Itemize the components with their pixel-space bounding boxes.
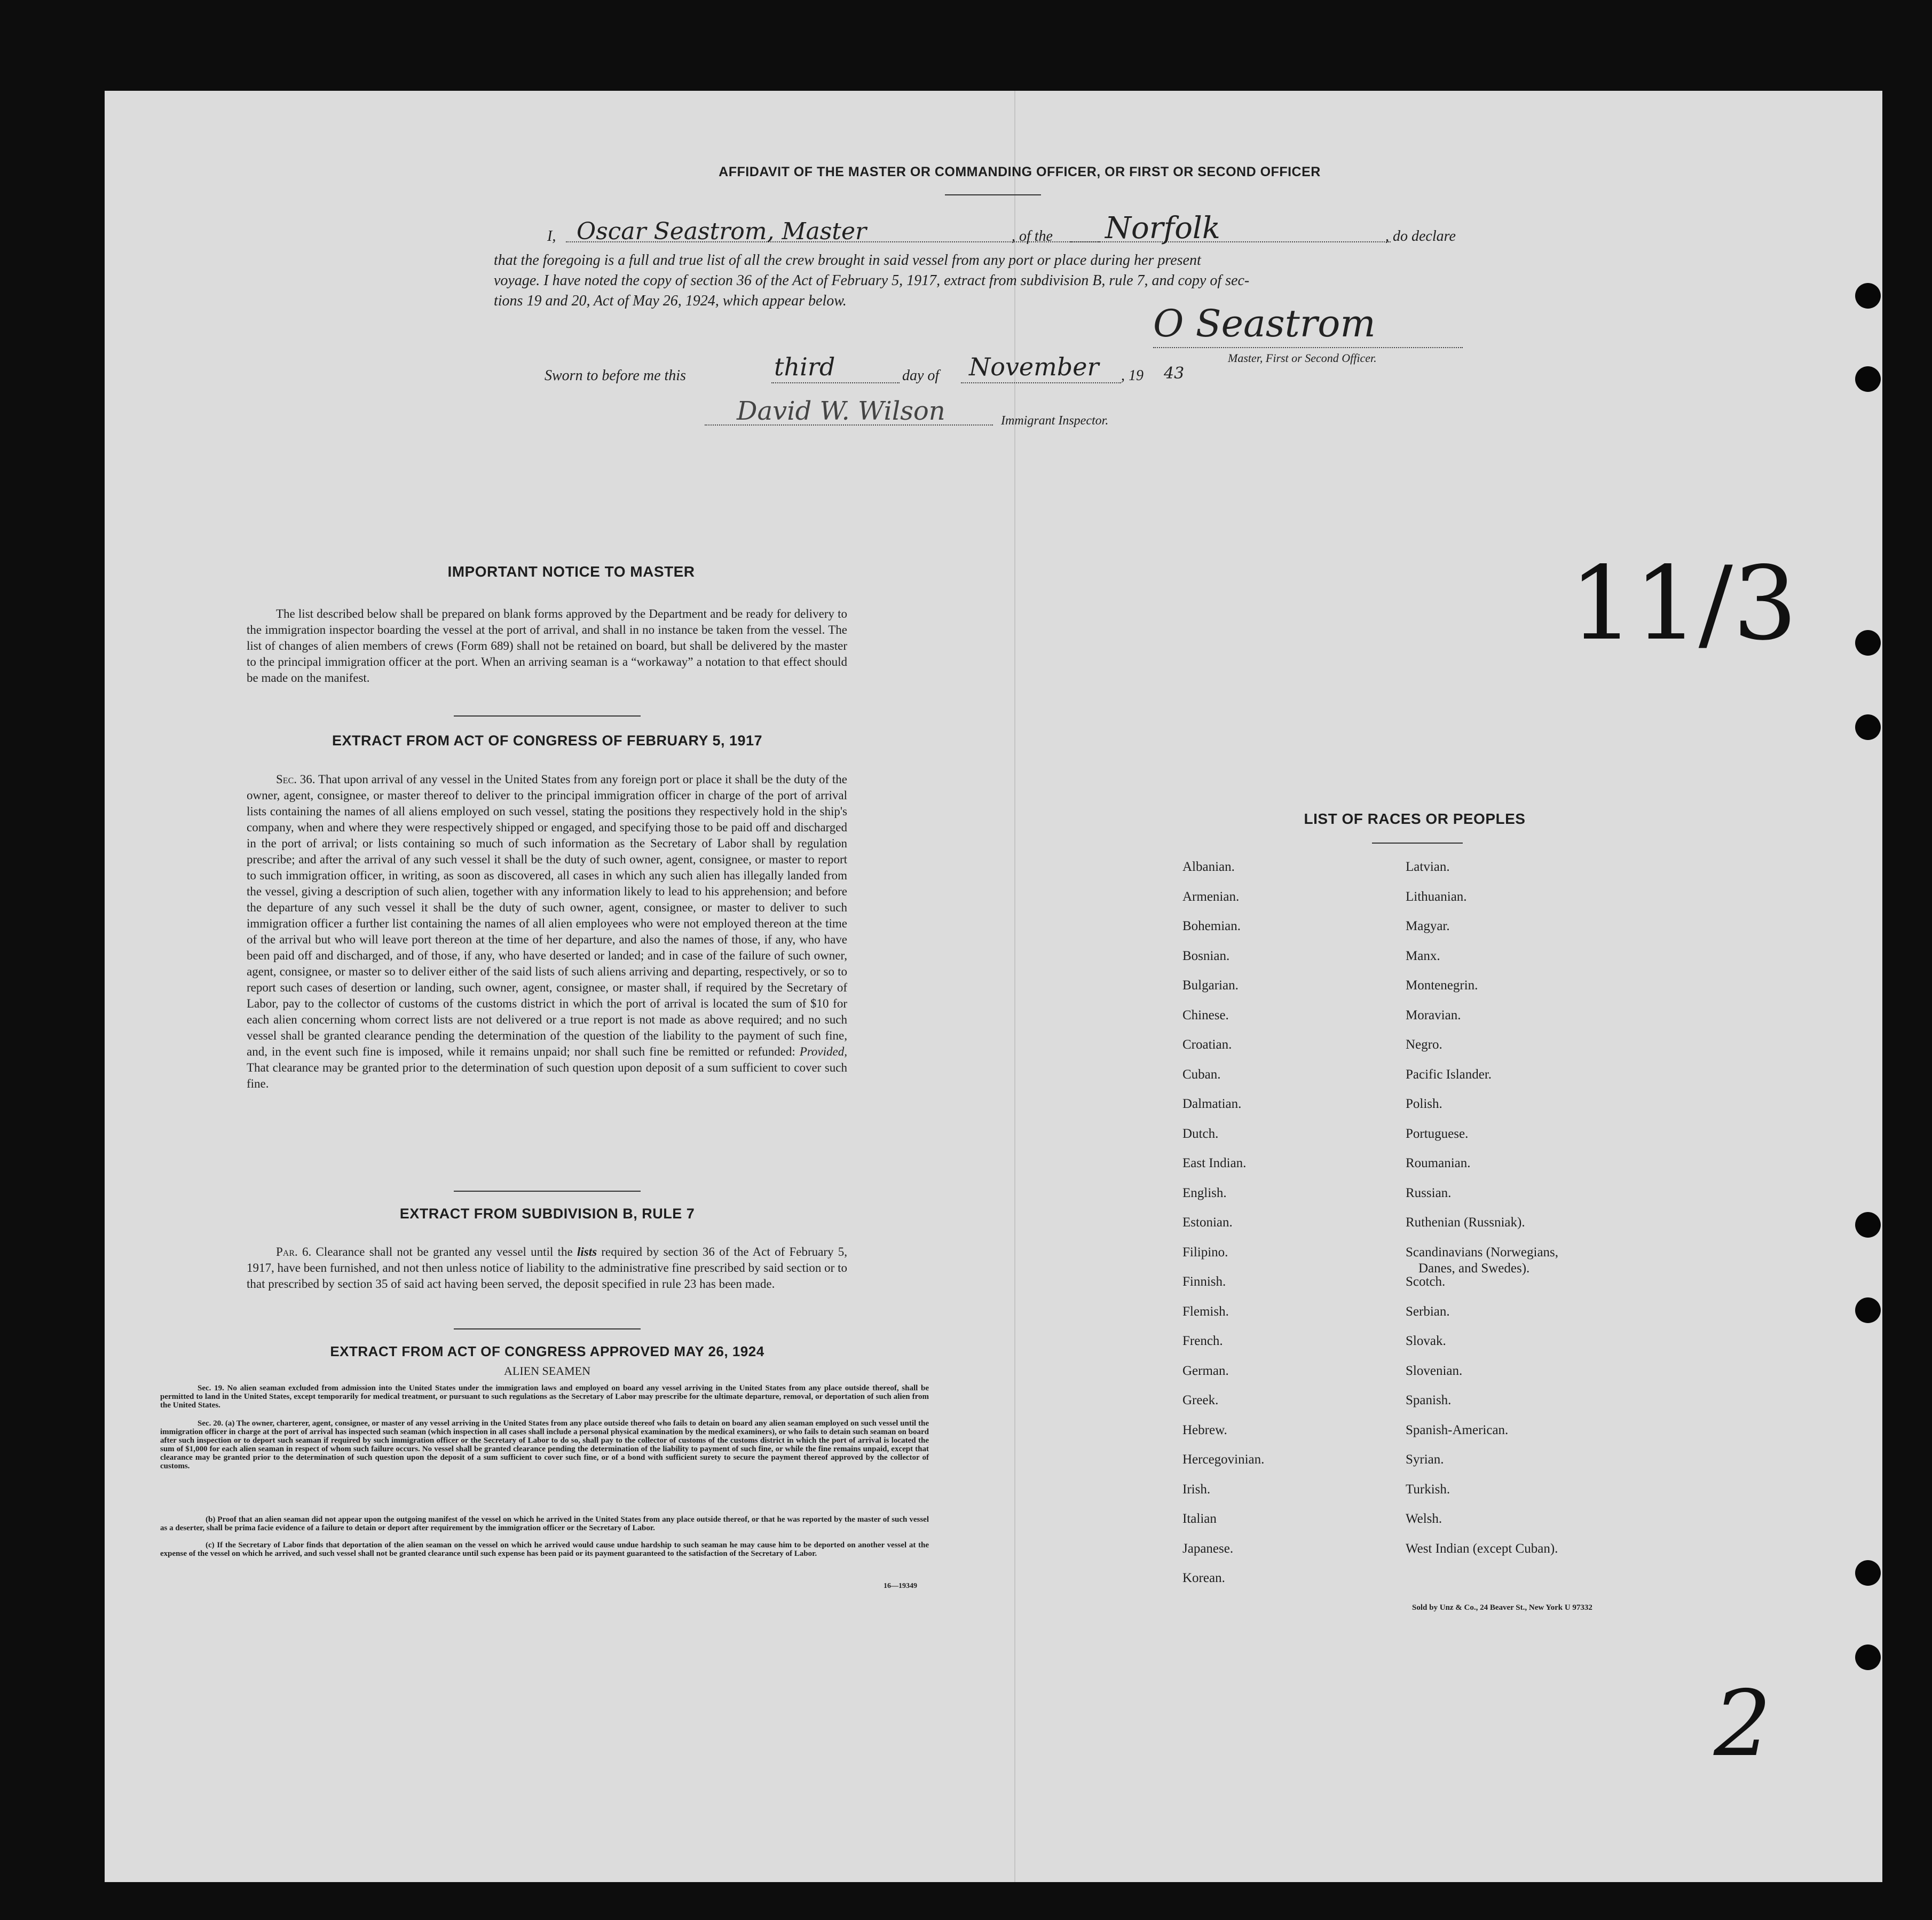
race-item: Welsh.: [1406, 1512, 1442, 1526]
race-item: Filipino.: [1182, 1245, 1228, 1260]
binder-hole: [1855, 366, 1881, 392]
race-item: Finnish.: [1182, 1274, 1226, 1289]
sec-19-text: Sec. 19. No alien seaman excluded from admission into the United States under the immigration laws and employed on board any vessel arriving in the United States from any place outside thereof, shall be permitted to land in the United States, except temporarily for medical treatment, or pursuant to such regulations as the Secretary of Labor may prescribe for the ultimate departure, removal, or deportation of such alien from the United States.: [160, 1384, 929, 1410]
inspector-caption: Immigrant Inspector.: [1001, 414, 1109, 428]
race-item: Lithuanian.: [1406, 889, 1467, 904]
race-item: Negro.: [1406, 1037, 1442, 1052]
race-item: Pacific Islander.: [1406, 1067, 1492, 1082]
race-item: Irish.: [1182, 1482, 1211, 1497]
race-item: Hebrew.: [1182, 1422, 1227, 1437]
affidavit-title: AFFIDAVIT OF THE MASTER OR COMMANDING OFFICER, OR FIRST OR SECOND OFFICER: [719, 164, 1321, 179]
race-item: Scandinavians (Norwegians,: [1406, 1245, 1559, 1260]
affidavit-i: I,: [547, 228, 556, 245]
binder-hole: [1855, 283, 1881, 309]
section-36-label: Sec. 36.: [276, 773, 316, 786]
sec-20a-text: Sec. 20. (a) The owner, charterer, agent, consignee, or master of any vessel arriving in the United States from any place outside thereof who fails to detain on board any alien seaman employed on such vessel until the immigration officer in charge at the port of arrival has inspected such seaman (which inspection in all cases shall include a personal physical examination by the medical examiners), or who fails to detain such seaman on board after such inspection or to deport such seaman if required by such immigration officer or the Secretary of Labor to do so, shall pay to the collector of customs of the customs district in which the port of arrival is located the sum of $1,000 for each alien seaman in respect of whom such failure occurs. No vessel shall be granted clearance pending the determination of the liability to payment of such fine, or while the fine remains unpaid, except that clearance may be granted prior to the determination of such question upon the deposit of a sum sufficient to cover such fine, or of a bond with sufficient surety to secure the payment thereof approved by the collector of customs.: [160, 1419, 929, 1470]
par-6-text-b: required by section 36 of the Act of February 5, 1917, have been furnished, and not then unless notice of liability to the administrative fine prescribed by said section or to that prescribed by section 35 of said act having been served, the deposit specified in rule 23 has been made.: [247, 1245, 848, 1291]
race-item: Slovak.: [1406, 1334, 1446, 1348]
subdivision-b-title: EXTRACT FROM SUBDIVISION B, RULE 7: [399, 1206, 695, 1222]
inspector-signature: David W. Wilson: [737, 396, 945, 426]
section-36-end: That clearance may be granted prior to the determination of such question upon deposit of a sum sufficient to cover such fine.: [247, 1061, 847, 1090]
binder-hole: [1855, 1560, 1881, 1586]
race-item: Montenegrin.: [1406, 978, 1478, 993]
affidavit-line-4: tions 19 and 20, Act of May 26, 1924, which appear below.: [494, 293, 847, 309]
notice-body: The list described below shall be prepared on blank forms approved by the Department and be ready for delivery to the immigration inspector boarding the vessel at the port of arrival, and shall in no instance be taken from the vessel. The list of changes of alien members of crews (Form 689) shall not be retained on board, but shall be delivered by the master to the principal immigration officer at the port. When an arriving seaman is a “workaway” a notation to that effect should be made on the manifest.: [247, 607, 847, 684]
race-item: Cuban.: [1182, 1067, 1221, 1082]
race-item: French.: [1182, 1334, 1223, 1348]
sec-20b-text: (b) Proof that an alien seaman did not appear upon the outgoing manifest of the vessel on which he arrived in the United States from any place outside thereof, or that he was reported by the master of such vessel as a deserter, shall be prima facie evidence of a failure to detain or deport after requirement by the immigration officer or the Secretary of Labor.: [160, 1515, 929, 1532]
sec-20c-text: (c) If the Secretary of Labor finds that deportation of the alien seaman on the vessel on which he arrived would cause undue hardship to such seaman he may cause him to be deported on another vessel at the expense of the vessel on which he arrived, and such vessel shall not be granted clearance until such expense has been paid or its payment guaranteed to the satisfaction of the Secretary of Labor.: [160, 1541, 929, 1558]
corner-mark: 2: [1714, 1671, 1772, 1777]
notice-title: IMPORTANT NOTICE TO MASTER: [447, 563, 695, 580]
section-36-text: That upon arrival of any vessel in the United States from any foreign port or place it shall be the duty of the owner, agent, consignee, or master thereof to deliver to the principal immigration officer in charge of the port of arrival lists containing the names of all aliens employed on such vessel, stating the positions they respectively hold in the ship's company, when and where they were respectively shipped or engaged, and specifying those to be paid off and discharged in the port of arrival; or lists containing so much of such information as the Secretary of Labor shall by regulation prescribe; and after the arrival of any such vessel it shall be the duty of such owner, agent, consignee, or master to report to such immigration officer, in writing, as soon as discovered, all cases in which any such alien has illegally landed from the vessel, giving a description of such alien, together with any information likely to lead to his apprehension; and before the departure of any such vessel it shall be the duty of such owner, agent, consignee, or master to deliver to such immigration officer a further list containing the names of all alien employees who were not employed thereon at the time of the arrival but who will leave port thereon at the time of her departure, and also the names of those, if any, who have been paid off and discharged, and of those, if any, who have deserted or landed; and in case of the failure of such owner, agent, consignee, or master so to deliver either of the said lists of such aliens arriving and departing, respectively, or so to report such cases of desertion or landing, such owner, agent, consignee, or master shall, if required by the Secretary of Labor, pay to the collector of customs of the customs district in which the port of arrival is located the sum of $10 for each alien concerning whom correct lists are not delivered or a true report is not made as above required; and no such vessel shall be granted clearance pending the determination of the question of the liability to the payment of such fine, and, in the event such fine is imposed, while it remains unpaid; nor shall such fine be remitted or refunded:: [247, 773, 847, 1058]
race-item: Spanish-American.: [1406, 1422, 1509, 1437]
race-item: Bosnian.: [1182, 948, 1230, 963]
race-item: Russian.: [1406, 1185, 1452, 1200]
race-item: Hercegovinian.: [1182, 1452, 1265, 1467]
par-6-label: Par. 6.: [276, 1245, 312, 1258]
sworn-day-line: [771, 382, 900, 383]
sworn-year-prefix: , 19: [1121, 367, 1144, 384]
race-item: Estonian.: [1182, 1215, 1233, 1230]
race-item: Portuguese.: [1406, 1126, 1469, 1141]
sworn-year: 43: [1164, 364, 1185, 383]
race-item: Magyar.: [1406, 919, 1450, 933]
lists-word: lists: [577, 1245, 597, 1258]
race-item: Bulgarian.: [1182, 978, 1239, 993]
page-mark: 11/3: [1570, 545, 1797, 663]
extract-1917-title: EXTRACT FROM ACT OF CONGRESS OF FEBRUARY 5, 1917: [332, 733, 763, 749]
race-item: Korean.: [1182, 1571, 1225, 1585]
race-item: Syrian.: [1406, 1452, 1444, 1467]
par-6-text-a: Clearance shall not be granted any vessel until the: [316, 1245, 573, 1258]
race-item: Dutch.: [1182, 1126, 1219, 1141]
race-item: East Indian.: [1182, 1156, 1247, 1170]
race-item: Croatian.: [1182, 1037, 1232, 1052]
sworn-prefix: Sworn to before me this: [545, 367, 686, 384]
race-item: English.: [1182, 1185, 1227, 1200]
binder-hole: [1855, 714, 1881, 740]
provided-word: Provided,: [799, 1045, 847, 1058]
race-item: Ruthenian (Russniak).: [1406, 1215, 1525, 1230]
affidavit-line-2: that the foregoing is a full and true list of all the crew brought in said vessel from any port or place during her present: [494, 252, 1201, 269]
race-item: West Indian (except Cuban).: [1406, 1541, 1558, 1556]
section-rule: [454, 715, 641, 717]
race-item: Japanese.: [1182, 1541, 1234, 1556]
form-number: 16—19349: [884, 1582, 917, 1590]
binder-hole: [1855, 1212, 1881, 1238]
race-item: Armenian.: [1182, 889, 1240, 904]
master-signature-caption: Master, First or Second Officer.: [1228, 351, 1377, 365]
binder-hole: [1855, 630, 1881, 656]
alien-seamen-subtitle: ALIEN SEAMEN: [504, 1364, 590, 1378]
day-of-label: day of: [902, 367, 940, 384]
do-declare-label: , do declare: [1385, 228, 1456, 245]
race-item: Danes, and Swedes).: [1418, 1261, 1530, 1276]
race-item: Serbian.: [1406, 1304, 1450, 1319]
sworn-month: November: [969, 352, 1099, 381]
extract-1917-body: [247, 772, 847, 1092]
race-item: Latvian.: [1406, 860, 1450, 874]
race-item: Spanish.: [1406, 1393, 1452, 1407]
vessel-name: Norfolk: [1105, 211, 1220, 246]
race-item: German.: [1182, 1363, 1229, 1378]
sworn-month-line: [961, 382, 1121, 383]
subdivision-b-body: [247, 1244, 847, 1292]
race-item: Flemish.: [1182, 1304, 1229, 1319]
race-item: Moravian.: [1406, 1008, 1461, 1022]
section-rule: [454, 1191, 641, 1192]
race-item: Italian: [1182, 1512, 1217, 1526]
race-item: Slovenian.: [1406, 1363, 1463, 1378]
affidavit-line-3: voyage. I have noted the copy of section 36 of the Act of February 5, 1917, extract from subdivision B, rule 7, and copy of sec-: [494, 272, 1250, 289]
of-the-label: , of the: [1012, 228, 1053, 245]
race-item: Bohemian.: [1182, 919, 1241, 933]
binder-hole: [1855, 1297, 1881, 1323]
master-name-signature: Oscar Seastrom, Master: [577, 218, 867, 245]
races-title-rule: [1372, 843, 1463, 844]
race-item: Chinese.: [1182, 1008, 1229, 1022]
race-item: Greek.: [1182, 1393, 1219, 1407]
printer-footer: Sold by Unz & Co., 24 Beaver St., New York U 97332: [1412, 1603, 1592, 1612]
extract-1924-title: EXTRACT FROM ACT OF CONGRESS APPROVED MAY 26, 1924: [330, 1343, 764, 1359]
race-item: Roumanian.: [1406, 1156, 1471, 1170]
race-item: Manx.: [1406, 948, 1440, 963]
race-item: Polish.: [1406, 1097, 1442, 1111]
sworn-day: third: [774, 352, 835, 381]
races-title: LIST OF RACES OR PEOPLES: [1304, 811, 1526, 827]
title-rule: [945, 194, 1041, 195]
master-signature: O Seastrom: [1153, 302, 1376, 345]
race-item: Turkish.: [1406, 1482, 1450, 1497]
race-item: Albanian.: [1182, 860, 1235, 874]
race-item: Scotch.: [1406, 1274, 1446, 1289]
race-item: Dalmatian.: [1182, 1097, 1242, 1111]
master-signature-line: [1153, 347, 1463, 348]
binder-hole: [1855, 1644, 1881, 1670]
section-rule: [454, 1328, 641, 1329]
